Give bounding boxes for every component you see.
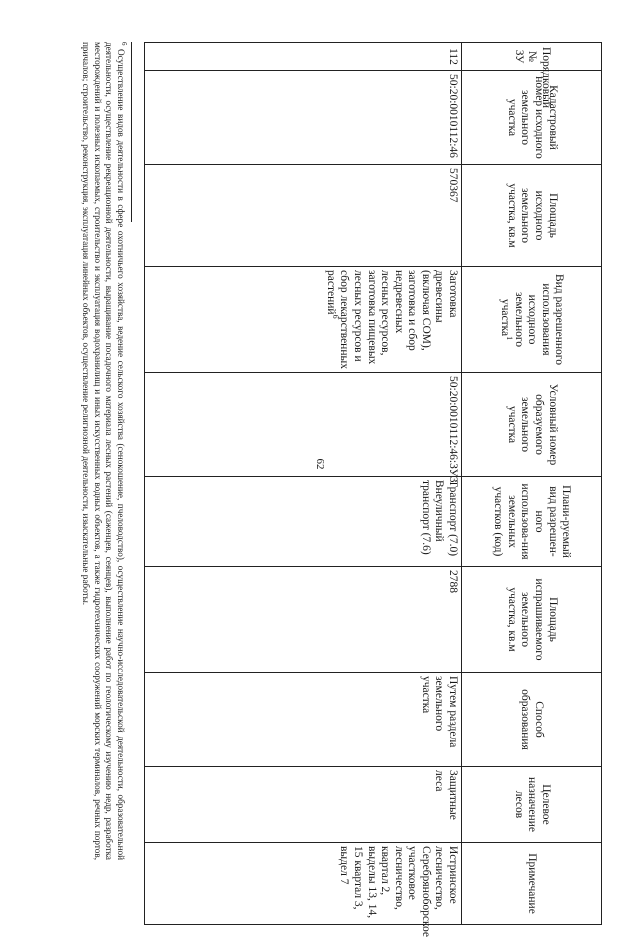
col-header-vri	[462, 267, 602, 373]
col-header-note: Примечание	[462, 843, 602, 925]
footnote-text: Осуществление видов деятельности в сфере охотничьего хозяйства, ведение сельского хозяйства (сенокошение, пчеловодство), осуществление научно-исследовательской деятельности, образовательной деятельности, осуществление рекреационной деятельности, выращивание посадочного материала лесных растений (саженцев, сеянцев), выполнение работ по геологическому изучению недр, разработка месторождений и полезных ископаемых, строительство и эксплуатация водохранилищ и иных искусственных водных объектов, а также гидротехнических сооружений морских терминалов, речных портов, причалов; строительство, реконструкция, эксплуатация линейных объектов, осуществление религиозной деятельности, изыскательные работы.	[81, 42, 126, 860]
col-header-area-source: Площадь исходного земельного участка, кв.м	[462, 165, 602, 267]
cell-planned-vri	[145, 477, 462, 567]
cell-note: Истринское лесничество, Серебряноборское участковое лесничество, квартал 2, выделы 13, 14, 15 квартал 3, выдел 7	[145, 843, 462, 925]
cell-number: 112	[145, 43, 462, 71]
cell-cadastral: 50:20:0010112:46	[145, 71, 462, 165]
land-plot-table	[144, 42, 602, 937]
cell-area-source: 570367	[145, 165, 462, 267]
col-header-area-requested: Площадь испрашиваемого земельного участка, кв.м	[462, 567, 602, 673]
rotated-sheet	[42, 42, 602, 937]
footnote-divider	[131, 42, 132, 222]
cell-purpose: Защитные леса	[145, 767, 462, 843]
col-header-vri-sup: 1	[504, 336, 514, 341]
footnote	[80, 42, 129, 860]
col-header-number: Порядковый № ЗУ	[462, 43, 602, 71]
col-header-method: Способ образования	[462, 673, 602, 767]
cell-method: Путем раздела земельного участка	[145, 673, 462, 767]
footnote-marker: 6	[120, 42, 129, 46]
cell-area-requested: 2788	[145, 567, 462, 673]
col-header-cond-number: Условный номер образуемого земельного участка	[462, 373, 602, 477]
col-header-purpose: Целевое назначение лесов	[462, 767, 602, 843]
planned-vri-1: Транспорт (7.0)	[447, 480, 459, 557]
table-row	[145, 43, 462, 925]
cell-vri	[145, 267, 462, 373]
col-header-cadastral: Кадастровый номер исходного земельного участка	[462, 71, 602, 165]
cell-cond-number: 50:20:0010112:46:ЗУ3	[145, 373, 462, 477]
cell-vri-text: Заготовка древесины (включая СОМ), заготовка и сбор недревесных лесных ресурсов, заготовка пищевых лесных ресурсов и сбор лекарственных растений	[324, 270, 459, 369]
cell-vri-sup: 6	[330, 314, 340, 319]
header-row	[462, 43, 602, 925]
col-header-vri-text: Вид разрешенного использования исходного земельного участка	[499, 273, 566, 365]
page-number: 62	[314, 458, 326, 470]
planned-vri-2: Внеуличный транспорт (7.6)	[419, 480, 446, 555]
col-header-planned-vri: Плани-руемый вид разрешен-ного использова-ния земельных участков (код)	[462, 477, 602, 567]
